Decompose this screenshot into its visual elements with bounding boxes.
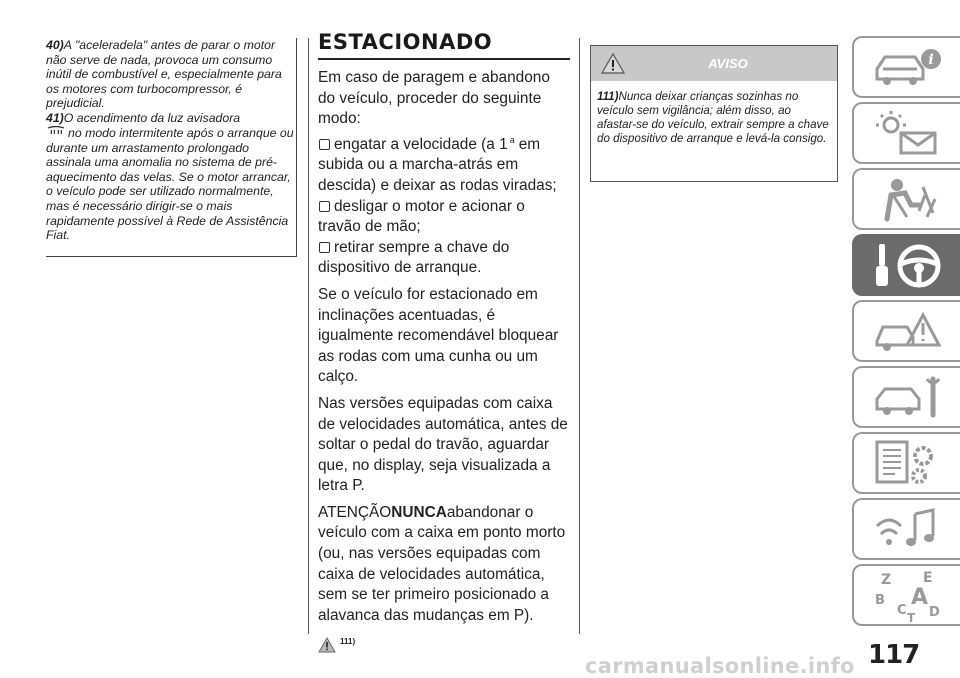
main-content bbox=[318, 30, 570, 653]
intro-text: Em caso de paragem e abandono do veículo, proceder do seguinte modo: bbox=[318, 69, 550, 128]
safety-seatbelt-icon bbox=[867, 175, 947, 223]
warning-header bbox=[591, 46, 837, 81]
slope-paragraph: Se o veículo for estacionado em inclinações acentuadas, é igualmente recomendável bloquear as rodas com uma cunha ou um calço. bbox=[318, 285, 559, 386]
svg-text:C: C bbox=[897, 603, 907, 618]
key-steering-wheel-icon bbox=[867, 240, 947, 290]
emergency-triangle-icon bbox=[867, 307, 947, 355]
step-2-text: desligar o motor e acionar o travão de mão; bbox=[318, 197, 525, 236]
index-icon bbox=[867, 568, 947, 622]
checkbox-bullet-icon bbox=[319, 201, 330, 212]
column-divider-left bbox=[308, 38, 309, 634]
tab-emergency[interactable] bbox=[852, 300, 960, 362]
note-40-label: 40) bbox=[46, 38, 64, 52]
multimedia-icon bbox=[867, 504, 947, 554]
svg-text:Z: Z bbox=[881, 572, 892, 588]
glow-plug-icon bbox=[46, 126, 66, 141]
note-41-text-b: no modo intermitente após o arranque ou durante um arrastamento prolongado assinala uma anomalia no sistema de pré-aquecimento das velas. Se o motor arrancar, o veículo pode ser utilizado normalmente, mas é necessário dirigir-se o mais rapidamente possível à Rede de Assistência Fiat. bbox=[46, 125, 294, 243]
svg-text:B: B bbox=[875, 593, 885, 608]
page-number: 117 bbox=[868, 640, 920, 670]
column-divider-right bbox=[579, 38, 580, 634]
step-3-text: retirar sempre a chave do dispositivo de arranque. bbox=[318, 238, 510, 277]
technical-data-icon bbox=[867, 438, 947, 488]
step-1-text-b: em subida ou a marcha-atrás em descida) e deixar as rodas viradas; bbox=[318, 135, 557, 194]
tab-starting-driving[interactable] bbox=[852, 234, 960, 296]
svg-text:i: i bbox=[928, 52, 934, 68]
tab-warning-lights[interactable] bbox=[852, 102, 960, 164]
attention-strong: NUNCA bbox=[391, 503, 447, 521]
tab-safety[interactable] bbox=[852, 168, 960, 230]
svg-text:E: E bbox=[923, 570, 933, 586]
step-1-superscript: a bbox=[509, 134, 515, 145]
note-41-text-a: O acendimento da luz avisadora bbox=[63, 110, 241, 125]
body-text bbox=[318, 68, 570, 653]
checkbox-bullet-icon bbox=[319, 242, 330, 253]
maintenance-wrench-icon bbox=[867, 373, 947, 421]
tab-index[interactable] bbox=[852, 564, 960, 626]
warning-box bbox=[590, 45, 838, 182]
note-40-text: A "aceleradela" antes de parar o motor não serve de nada, provoca um consumo inútil de combustível e, especialmente para os motores com turbocompressor, é prejudicial. bbox=[46, 38, 282, 111]
svg-text:A: A bbox=[911, 585, 929, 610]
warning-title: AVISO bbox=[708, 56, 748, 71]
watermark-text: carmanualsonline.info bbox=[585, 654, 855, 678]
note-41-label: 41) bbox=[46, 110, 64, 125]
tab-technical-data[interactable] bbox=[852, 432, 960, 494]
warning-triangle-icon bbox=[318, 637, 336, 653]
section-title: ESTACIONADO bbox=[318, 30, 570, 60]
tab-car-info[interactable] bbox=[852, 36, 960, 98]
warning-body bbox=[591, 81, 837, 146]
svg-text:D: D bbox=[929, 605, 940, 620]
svg-text:T: T bbox=[907, 611, 916, 622]
note-40 bbox=[46, 38, 296, 111]
intro-paragraph bbox=[318, 68, 570, 279]
warning-text: Nunca deixar crianças sozinhas no veículo sem vigilância; além disso, ao afastar-se do veículo, extrair sempre a chave do dispositivo de arranque e levá-la consigo. bbox=[597, 90, 829, 145]
warning-triangle-icon bbox=[601, 53, 625, 74]
automatic-paragraph: Nas versões equipadas com caixa de velocidades automática, antes de soltar o pedal do travão, aguardar que, no display, seja visualizada a letra P. bbox=[318, 394, 568, 495]
car-info-icon bbox=[867, 45, 947, 89]
chapter-tabs bbox=[852, 36, 960, 630]
note-41 bbox=[46, 111, 296, 243]
checkbox-bullet-icon bbox=[319, 139, 330, 150]
attention-label: ATENÇÃO bbox=[318, 503, 392, 521]
tab-multimedia[interactable] bbox=[852, 498, 960, 560]
attention-text: abandonar o veículo com a caixa em ponto morto (ou, nas versões equipadas com caixa de velocidades automática, sem se ter primeiro posicionado a alavanca das mudanças em P). bbox=[318, 503, 566, 624]
tab-maintenance[interactable] bbox=[852, 366, 960, 428]
warning-reference bbox=[318, 632, 570, 653]
warning-reference-label: 111) bbox=[340, 637, 356, 647]
attention-paragraph bbox=[318, 503, 570, 627]
warning-label: 111) bbox=[597, 90, 619, 103]
step-1-text-a: engatar a velocidade (a 1 bbox=[334, 135, 508, 153]
footnotes-panel bbox=[46, 38, 297, 257]
warning-lights-icon bbox=[867, 109, 947, 157]
